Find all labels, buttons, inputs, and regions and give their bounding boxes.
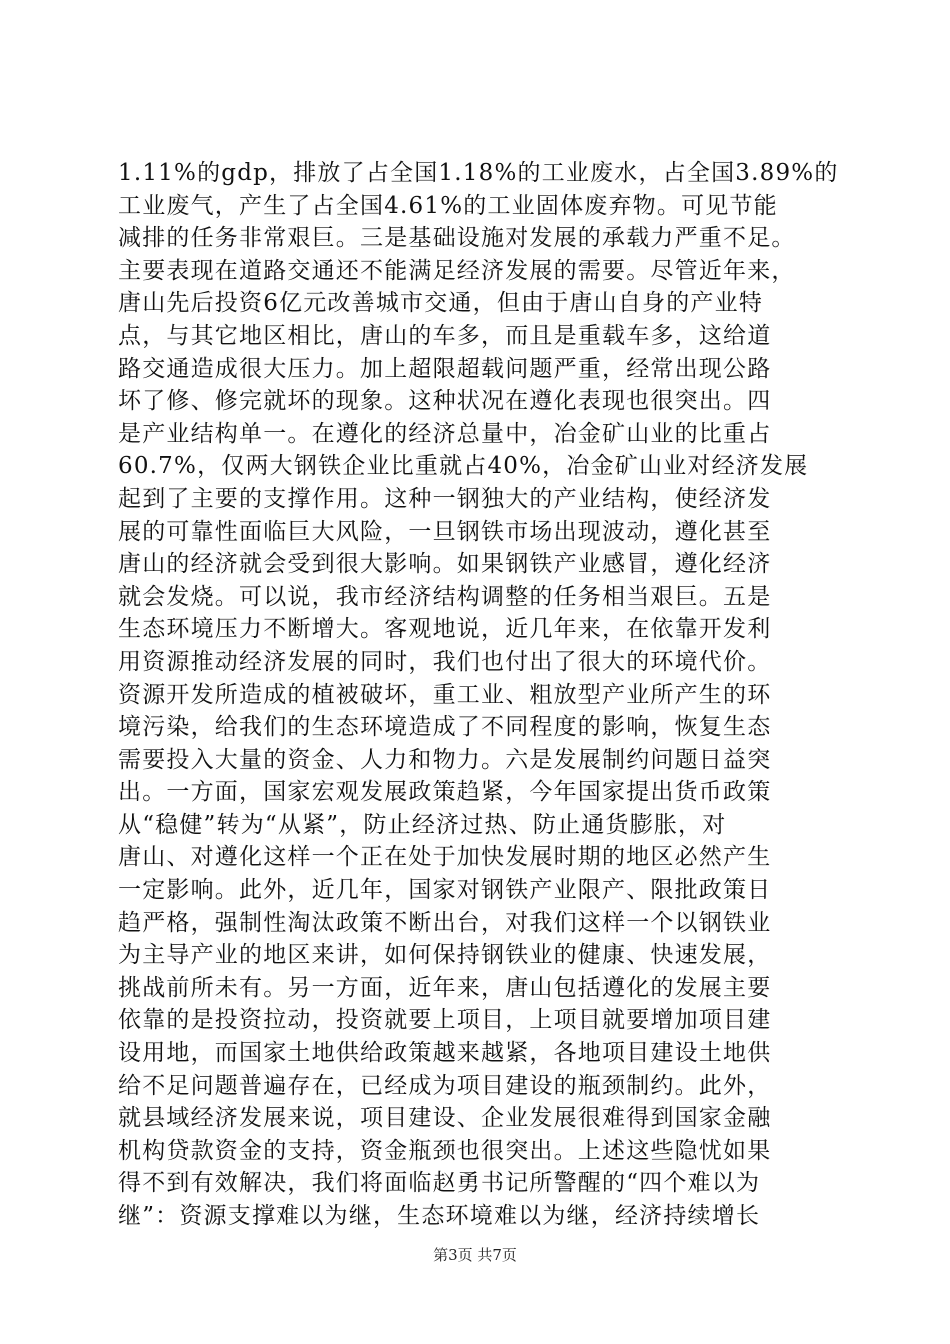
text-line: 坏了修、修完就坏的现象。这种状况在遵化表现也很突出。四 [118, 388, 772, 415]
text-line: 出。一方面，国家宏观发展政策趋紧，今年国家提出货币政策 [118, 779, 772, 806]
text-line: 机构贷款资金的支持，资金瓶颈也很突出。上述这些隐忧如果 [118, 1137, 772, 1164]
text-line: 继”：资源支撑难以为继，生态环境难以为继，经济持续增长 [118, 1203, 761, 1229]
text-line: 工业废气，产生了占全国4.61%的工业固体废弃物。可见节能 [118, 192, 778, 219]
text-line: 一定影响。此外，近几年，国家对钢铁产业限产、限批政策日 [118, 877, 772, 904]
text-line: 为主导产业的地区来讲，如何保持钢铁业的健康、快速发展， [118, 942, 772, 969]
text-line: 设用地，而国家土地供给政策越来越紧，各地项目建设土地供 [118, 1040, 772, 1067]
page-footer: 第3页 共7页 [433, 1246, 517, 1264]
text-line: 1.11%的gdp，排放了占全国1.18%的工业废水，占全国3.89%的 [118, 160, 839, 186]
body-text [118, 157, 848, 1233]
text-line: 路交通造成很大压力。加上超限超载问题严重，经常出现公路 [118, 355, 772, 382]
text-line: 唐山先后投资6亿元改善城市交通，但由于唐山自身的产业特 [118, 290, 764, 317]
text-line: 从“稳健”转为“从紧”，防止经济过热、防止通货膨胀，对 [118, 811, 727, 838]
text-line: 60.7%，仅两大钢铁企业比重就占40%，冶金矿山业对经济发展 [118, 453, 809, 480]
text-line: 需要投入大量的资金、人力和物力。六是发展制约问题日益突 [118, 746, 772, 773]
text-line: 挑战前所未有。另一方面，近年来，唐山包括遵化的发展主要 [118, 974, 772, 1001]
text-line: 就会发烧。可以说，我市经济结构调整的任务相当艰巨。五是 [118, 583, 772, 610]
text-line: 给不足问题普遍存在，已经成为项目建设的瓶颈制约。此外， [118, 1072, 772, 1099]
text-line: 依靠的是投资拉动，投资就要上项目，上项目就要增加项目建 [118, 1007, 772, 1034]
text-line: 唐山、对遵化这样一个正在处于加快发展时期的地区必然产生 [118, 844, 772, 871]
text-line: 就县域经济发展来说，项目建设、企业发展很难得到国家金融 [118, 1105, 772, 1132]
text-line: 资源开发所造成的植被破坏，重工业、粗放型产业所产生的环 [118, 681, 772, 708]
text-line: 用资源推动经济发展的同时，我们也付出了很大的环境代价。 [118, 648, 772, 675]
text-line: 是产业结构单一。在遵化的经济总量中，冶金矿山业的比重占 [118, 420, 772, 447]
text-line: 生态环境压力不断增大。客观地说，近几年来，在依靠开发利 [118, 616, 772, 643]
text-line: 减排的任务非常艰巨。三是基础设施对发展的承载力严重不足。 [118, 225, 796, 252]
text-line: 趋严格，强制性淘汰政策不断出台，对我们这样一个以钢铁业 [118, 909, 772, 936]
text-line: 得不到有效解决，我们将面临赵勇书记所警醒的“四个难以为 [118, 1170, 761, 1197]
text-line: 展的可靠性面临巨大风险，一旦钢铁市场出现波动，遵化甚至 [118, 518, 772, 545]
text-line: 主要表现在道路交通还不能满足经济发展的需要。尽管近年来， [118, 257, 796, 284]
text-line: 点，与其它地区相比，唐山的车多，而且是重载车多，这给道 [118, 322, 772, 349]
text-line: 起到了主要的支撑作用。这种一钢独大的产业结构，使经济发 [118, 485, 772, 512]
text-line: 唐山的经济就会受到很大影响。如果钢铁产业感冒，遵化经济 [118, 551, 772, 578]
text-line: 境污染，给我们的生态环境造成了不同程度的影响，恢复生态 [118, 714, 772, 741]
